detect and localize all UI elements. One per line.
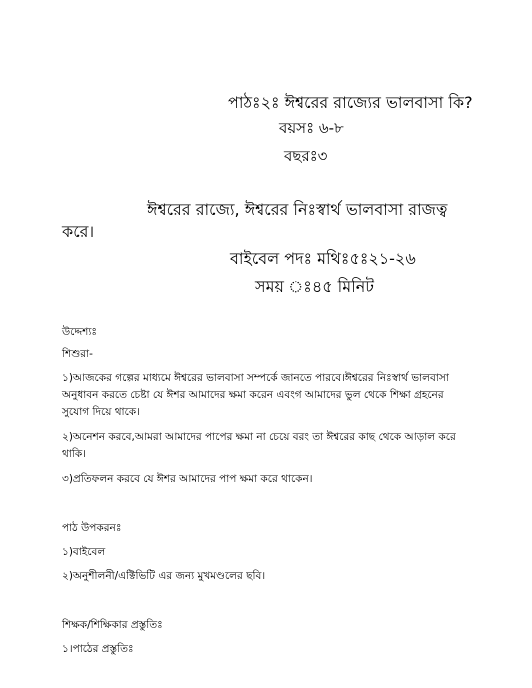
material-2: ২)অনুশীলনী/এক্টিভিটি এর জন্য মুখমণ্ডলের ছবি। xyxy=(62,570,266,582)
objective-1-line-3: সুযোগ দিয়ে থাকে। xyxy=(62,406,140,418)
objective-2-line-1: ২)অনেশন করবে,আমরা আমাদের পাপের ক্ষমা না চেয়ে বরং তা ঈশ্বরের কাছ থেকে আড়াল করে xyxy=(62,431,456,443)
preparation-heading: শিক্ষক/শিক্ষিকার প্রস্তুতিঃ xyxy=(62,619,163,631)
lesson-title: পাঠঃ২ঃ ঈশ্বরের রাজ্যের ভালবাসা কি? xyxy=(228,93,473,112)
objective-1-line-1: ১)আজকের গল্পের মাধ্যমে ঈশ্বরের ভালবাসা সম্পর্কে জানতে পারবে।ঈশ্বরের নিঃস্বার্থ ভালবাসা xyxy=(62,372,449,384)
bible-verse: বাইবেল পদঃ মথিঃ৫ঃ২১-২৬ xyxy=(230,249,416,268)
objectives-audience: শিশুরা- xyxy=(62,348,93,360)
objective-2-line-2: থাকি। xyxy=(62,448,86,460)
material-1: ১)বাইবেল xyxy=(62,546,106,558)
materials-heading: পাঠ উপকরনঃ xyxy=(62,522,122,534)
objective-3: ৩)প্রতিফলন করবে যে ঈশর আমাদের পাপ ক্ষমা করে থাকেন। xyxy=(62,473,313,485)
age-range: বয়সঃ ৬-৮ xyxy=(279,119,344,137)
theme-line-2: করে। xyxy=(62,222,95,241)
objectives-heading: উদ্দেশ্যঃ xyxy=(62,326,98,338)
objective-1-line-2: অনুধাবন করতে চেষ্টা যে ঈশর আমাদের ক্ষমা করেন এবংগ আমাদের ভুল থেকে শিক্ষা গ্রহনের xyxy=(62,389,444,401)
theme-line-1: ঈশ্বরের রাজ্যে, ঈশ্বরের নিঃস্বার্থ ভালবাসা রাজত্ব xyxy=(147,200,448,219)
lesson-time: সময় ঃ৪৫ মিনিট xyxy=(255,277,374,296)
year-label: বছরঃ৩ xyxy=(284,147,328,165)
preparation-1: ১।পাঠের প্রস্তুতিঃ xyxy=(62,643,134,655)
